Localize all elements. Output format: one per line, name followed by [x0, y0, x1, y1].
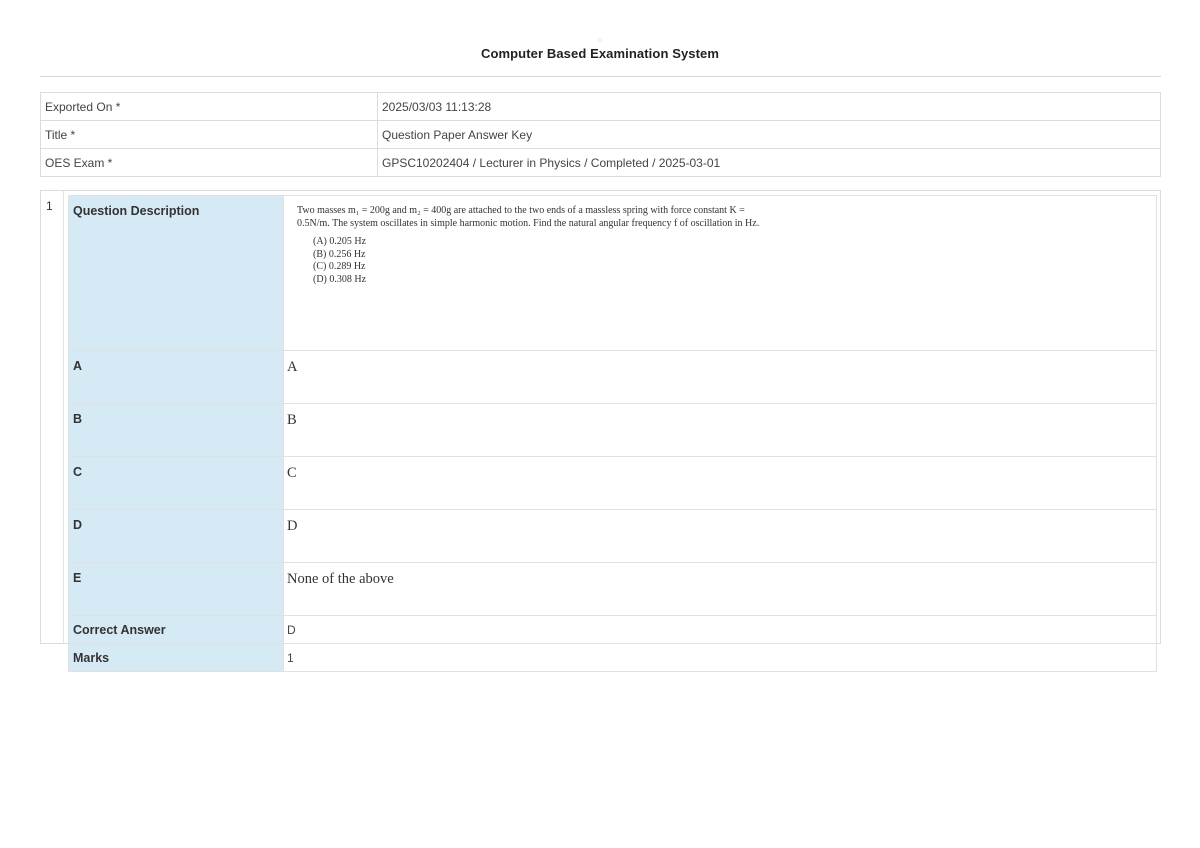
meta-key-exam: OES Exam * [41, 149, 378, 177]
meta-value-title: Question Paper Answer Key [378, 121, 1161, 149]
correct-answer-label: Correct Answer [69, 616, 284, 644]
option-label-d: D [69, 510, 284, 563]
question-option-a: (A) 0.205 Hz [313, 236, 367, 247]
meta-key-exported: Exported On * [41, 93, 378, 121]
option-row-b [69, 404, 1157, 457]
question-text-image [297, 205, 767, 286]
option-label-a: A [69, 351, 284, 404]
option-label-e: E [69, 563, 284, 616]
question-option-list [313, 236, 767, 286]
marks-label: Marks [69, 644, 284, 672]
meta-value-exported: 2025/03/03 11:13:28 [378, 93, 1161, 121]
question-number-divider [63, 191, 64, 643]
question-block [40, 190, 1161, 665]
metadata-table [40, 92, 1161, 177]
option-label-c: C [69, 457, 284, 510]
option-value-c: C [284, 457, 1157, 510]
meta-row [41, 149, 1161, 177]
marks-row [69, 644, 1157, 672]
question-text: Two masses m₁ = 200g and m₂ = 400g are attached to the two ends of a massless spring with force constant K = 0.5N/m. The system oscillates in simple harmonic motion. Find the natural angular frequency f of oscillation in Hz. [297, 205, 760, 229]
meta-value-exam: GPSC10202404 / Lecturer in Physics / Completed / 2025-03-01 [378, 149, 1161, 177]
option-row-a [69, 351, 1157, 404]
option-row-d [69, 510, 1157, 563]
page-title: Computer Based Examination System [480, 46, 720, 61]
question-option-b: (B) 0.256 Hz [313, 248, 366, 260]
title-divider [40, 76, 1161, 77]
description-cell [284, 196, 1157, 351]
option-value-d: D [284, 510, 1157, 563]
correct-answer-row [69, 616, 1157, 644]
meta-key-title: Title * [41, 121, 378, 149]
description-row [69, 196, 1157, 351]
description-label: Question Description [69, 196, 284, 351]
question-option-c: (C) 0.289 Hz [313, 261, 366, 272]
option-value-a: A [284, 351, 1157, 404]
option-row-c [69, 457, 1157, 510]
option-value-e: None of the above [284, 563, 1157, 616]
question-number: 1 [46, 199, 53, 213]
question-option-d: (D) 0.308 Hz [313, 273, 367, 285]
marks-value: 1 [284, 644, 1157, 672]
option-label-b: B [69, 404, 284, 457]
question-table [68, 195, 1157, 672]
option-value-b: B [284, 404, 1157, 457]
header-mark: □ [598, 38, 602, 44]
meta-row [41, 93, 1161, 121]
correct-answer-value: D [284, 616, 1157, 644]
meta-row [41, 121, 1161, 149]
option-row-e [69, 563, 1157, 616]
